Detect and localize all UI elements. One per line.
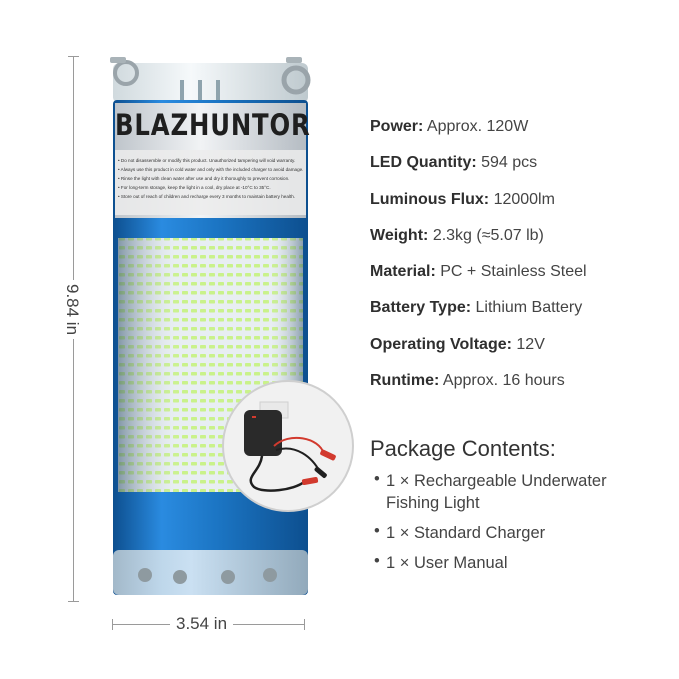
spec-key: Operating Voltage: — [370, 335, 512, 353]
package-contents-list — [374, 470, 674, 582]
spec-key: Battery Type: — [370, 299, 472, 317]
package-item-text: 1 × Standard Charger — [386, 524, 546, 542]
spec-value: 594 pcs — [481, 154, 538, 172]
spec-value: 2.3kg (≈5.07 lb) — [432, 226, 544, 244]
spec-led-quantity — [370, 153, 670, 189]
spec-key: Weight: — [370, 226, 429, 244]
spec-key: Material: — [370, 263, 436, 281]
spec-key: Runtime: — [370, 372, 440, 390]
warning-line: • Rinse the light with clean water after use and dry it thoroughly to prevent corrosion. — [118, 176, 290, 181]
spec-weight — [370, 226, 670, 262]
spec-luminous-flux — [370, 190, 670, 226]
spec-value: Approx. 120W — [426, 118, 529, 135]
spec-value: Lithium Battery — [475, 299, 583, 317]
bullet: • — [374, 522, 380, 540]
spec-power — [370, 117, 670, 153]
spec-key: LED Quantity: — [370, 154, 477, 172]
warning-line: • Always use this product in cold water and only with the included charger to avoid damage. — [118, 167, 303, 172]
spec-battery-type — [370, 298, 670, 334]
spec-list — [370, 117, 670, 407]
spec-key: Power: — [370, 118, 424, 135]
bullet: • — [374, 552, 380, 570]
package-item — [374, 470, 674, 514]
diameter-dimension-label: 3.54 in — [170, 614, 233, 634]
spec-value: PC + Stainless Steel — [440, 263, 587, 281]
height-dimension-label: 9.84 in — [62, 280, 82, 339]
charger-icon — [224, 382, 352, 510]
package-item-text: 1 × Rechargeable Underwater Fishing Light — [386, 472, 607, 512]
bullet: • — [374, 470, 380, 488]
spec-material — [370, 262, 670, 298]
spec-key: Luminous Flux: — [370, 190, 490, 208]
spec-operating-voltage — [370, 335, 670, 371]
package-item — [374, 552, 674, 574]
spec-runtime — [370, 371, 670, 407]
package-item-text: 1 × User Manual — [386, 554, 508, 572]
package-contents-title: Package Contents: — [370, 436, 556, 461]
warning-line: • For long-term storage, keep the light in a cool, dry place at -10°C to 35°C. — [118, 185, 271, 190]
spec-value: 12V — [516, 335, 545, 353]
spec-value: Approx. 16 hours — [442, 372, 565, 390]
charger-inset — [222, 380, 354, 512]
package-item — [374, 522, 674, 544]
brand-label: BLAZHUNTOR — [115, 108, 311, 142]
warning-line: • Store out of reach of children and recharge every 3 months to maintain battery health. — [118, 194, 296, 199]
warning-text-block — [118, 156, 303, 218]
spec-value: 12000lm — [493, 190, 555, 208]
warning-line: • Do not disassemble or modify this product. Unauthorized tampering will void warranty. — [118, 158, 296, 163]
